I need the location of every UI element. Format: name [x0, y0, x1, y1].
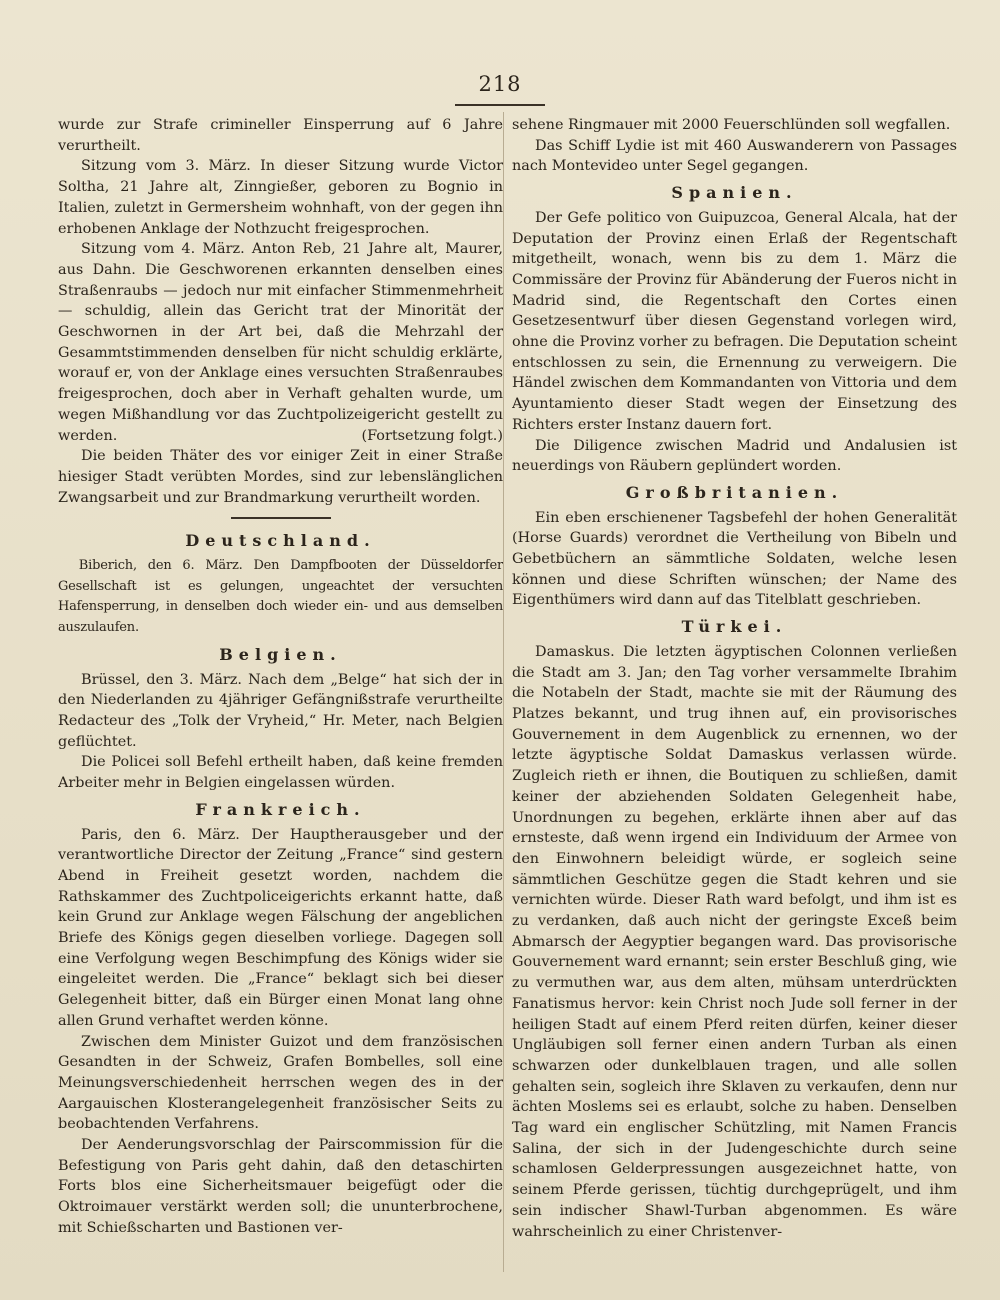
heading-tuerkei: Türkei.: [681, 617, 788, 637]
page-number: 218: [478, 72, 522, 96]
left-column: [58, 115, 503, 1290]
left-paragraph-2: Sitzung vom 3. März. In dieser Sitzung wurde Victor Soltha, 21 Jahre alt, Zinngießer, geboren zu Bognio in Italien, zuletzt in Germersheim wohnhaft, von der gegen ihn erhobenen Anklage der Nothzucht freigesprochen.: [58, 158, 503, 237]
left-paragraph-3: Sitzung vom 4. März. Anton Reb, 21 Jahre alt, Maurer, aus Dahn. Die Geschworenen erkannten denselben eines Straßenraubs — jedoch nur mit einfacher Stimmenmehrheit — schuldig, allein das Gericht trat der Minorität der Geschwornen in der Art bei, daß die Mehrzahl der Gesammtstimmenden denselben für nicht schuldig erklärte, worauf er, von der Anklage eines versuchten Straßenraubes freigesprochen, doch aber in Verhaft gehalten wurde, um wegen Mißhandlung vor das Zuchtpolizeigericht gestellt zu werden.: [58, 241, 503, 444]
right-paragraph-3: Der Gefe politico von Guipuzcoa, General Alcala, hat der Deputation der Provinz einen Erlaß der Regentschaft mitgetheilt, wonach, wenn bis zu dem 1. März die Commissäre der Provinz für Abänderung der Fueros nicht in Madrid sind, die Regentschaft den Cortes einen Gesetzesentwurf über diesen Gegenstand vorlegen wird, ohne die Provinz vorher zu befragen. Die Deputation scheint entschlossen zu sein, die Ernennung zu verweigern. Die Händel zwischen dem Kommandanten von Vittoria und dem Ayuntamiento dieser Stadt wegen der Einsetzung des Richters erster Instanz dauern fort.: [512, 209, 957, 433]
continuation-note: (Fortsetzung folgt.): [361, 427, 503, 444]
heading-belgien: Belgien.: [219, 644, 342, 664]
right-paragraph-2: Das Schiff Lydie ist mit 460 Auswanderern von Passages nach Montevideo unter Segel gegangen.: [512, 137, 957, 175]
right-paragraph-6: Damaskus. Die letzten ägyptischen Colonnen verließen die Stadt am 3. Jan; den Tag vorher versammelte Ibrahim die Notabeln der Stadt, machte sie mit der Räumung des Platzes bekannt, und trug ihnen auf, ein provisorisches Gouvernement in dem Augenblick zu ernennen, wo der letzte ägyptische Soldat Damaskus verlassen würde. Zugleich rieth er ihnen, die Boutiquen zu schließen, damit keiner der abziehenden Soldaten Gelegenheit habe, Unordnungen zu begehen, erklärte ihnen aber auf das ernsteste, daß wenn irgend ein Individuum der Armee von den Einwohnern beleidigt würde, er sogleich seine sämmtlichen Geschütze gegen die Stadt kehren und sie vernichten würde. Dieser Rath ward befolgt, und ihm ist es zu verdanken, daß auch nicht der geringste Exceß beim Abmarsch der Aegyptier begangen ward. Das provisorische Gouvernement ward ernannt; sein erster Beschluß ging, wie zu vermuthen war, aus dem alten, mühsam unterdrückten Fanatismus hervor: kein Christ noch Jude soll ferner in der heiligen Stadt auf einem Pferd reiten dürfen, keiner dieser Ungläubigen soll ferner einen andern Turban als einen schwarzen oder dunkelblauen tragen, und alle sollen gehalten sein, sogleich ihre Sklaven zu verkaufen, denn nur ächten Moslems sei es erlaubt, solche zu haben. Denselben Tag ward ein englischer Schützling, mit Namen Francis Salina, der sich in der Judengeschichte durch seine schamlosen Gelderpressungen ausgezeichnet hatte, von seinem Pferde gerissen, tüchtig durchgeprügelt, und ihm sein indischer Shawl-Turban abgenommen. Es wäre wahrscheinlich zu einer Christenver-: [512, 643, 957, 1240]
header-rule: [455, 104, 545, 106]
left-paragraph-8: Paris, den 6. März. Der Hauptherausgeber und der verantwortliche Director der Zeitung „France“ sind gestern Abend in Freiheit gesetzt worden, nachdem die Rathskammer des Zuchtpoliceigerichts erkannt hatte, daß kein Grund zur Anklage wegen Fälschung der angeblichen Briefe des Königs gegen dieselben vorliege. Dagegen soll eine Verfolgung wegen Beschimpfung des Königs wider sie eingeleitet werden. Die „France“ beklagt sich bei dieser Gelegenheit bitter, daß ein Bürger einen Monat lang ohne allen Grund verhaftet werden könne.: [58, 826, 503, 1029]
left-paragraph-7: Die Policei soll Befehl ertheilt haben, daß keine fremden Arbeiter mehr in Belgien eingelassen würden.: [58, 754, 503, 792]
section-divider: [231, 517, 331, 519]
heading-frankreich: Frankreich.: [195, 799, 366, 819]
heading-deutschland: Deutschland.: [185, 531, 376, 551]
left-paragraph-5: Biberich, den 6. März. Den Dampfbooten der Düsseldorfer Gesellschaft ist es gelungen, ungeachtet der versuchten Hafensperrung, in denselben doch wieder ein- und aus demselben auszulaufen.: [58, 558, 503, 636]
left-paragraph-4: Die beiden Thäter des vor einiger Zeit in einer Straße hiesiger Stadt verübten Mordes, sind zur lebenslänglichen Zwangsarbeit und zur Brandmarkung verurtheilt worden.: [58, 448, 503, 506]
right-paragraph-5: Ein eben erschienener Tagsbefehl der hohen Generalität (Horse Guards) verordnet die Vertheilung von Bibeln und Gebetbüchern an sämmtliche Soldaten, welche lesen können und diese Schriften wünschen; der Name des Eigenthümers wird dann auf das Titelblatt geschrieben.: [512, 509, 957, 609]
right-column: [512, 115, 957, 1290]
right-paragraph-4: Die Diligence zwischen Madrid und Andalusien ist neuerdings von Räubern geplündert worden.: [512, 437, 957, 475]
left-paragraph-9: Zwischen dem Minister Guizot und dem französischen Gesandten in der Schweiz, Grafen Bombelles, soll eine Meinungsverschiedenheit herrschen wegen des in der Aargauischen Klosterangelegenheit französischer Seits zu beobachtenden Verfahrens.: [58, 1033, 503, 1133]
right-paragraph-1: sehene Ringmauer mit 2000 Feuerschlünden soll wegfallen.: [512, 117, 951, 133]
heading-grossbritanien: Großbritanien.: [625, 482, 844, 502]
left-paragraph-6: Brüssel, den 3. März. Nach dem „Belge“ hat sich der in den Niederlanden zu 4jähriger Gefängnißstrafe verurtheilte Redacteur des „Tolk der Vryheid,“ Hr. Meter, nach Belgien geflüchtet.: [58, 671, 503, 750]
left-paragraph-1: wurde zur Strafe crimineller Einsperrung auf 6 Jahre verurtheilt.: [58, 117, 503, 154]
column-divider: [503, 112, 504, 1272]
heading-spanien: Spanien.: [671, 183, 798, 203]
left-paragraph-10: Der Aenderungsvorschlag der Pairscommission für die Befestigung von Paris geht dahin, daß den detaschirten Forts blos eine Sicherheitsmauer beigefügt oder die Oktroimauer verstärkt werden soll; die ununterbrochene, mit Schießscharten und Bastionen ver-: [58, 1137, 503, 1236]
